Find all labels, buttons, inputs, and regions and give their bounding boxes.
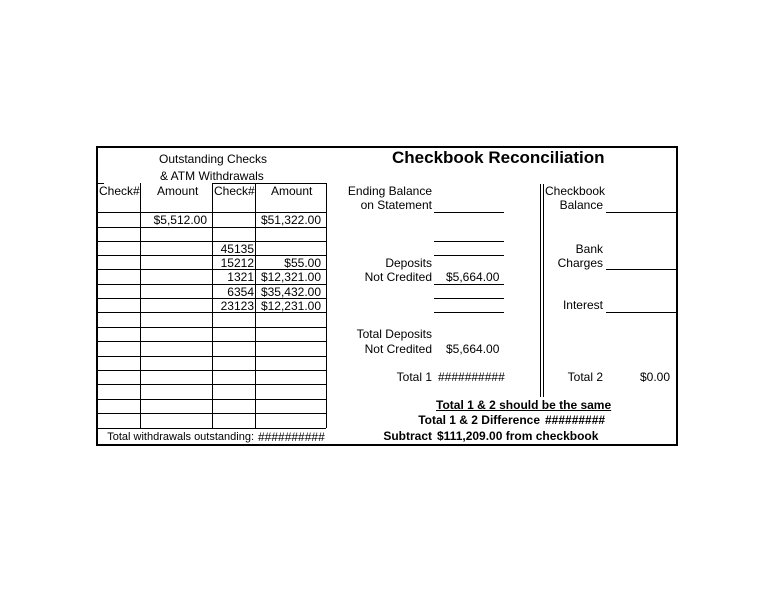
- right-amount-cell: $35,432.00: [260, 285, 321, 299]
- col-header-amount2: Amount: [271, 184, 313, 198]
- deposits-label-2: Not Credited: [364, 270, 432, 284]
- deposit-entry-line: [434, 298, 504, 299]
- column-divider: [543, 184, 544, 397]
- subtract-text: $111,209.00 from checkbook: [437, 429, 599, 443]
- outstanding-heading-line2: & ATM Withdrawals: [160, 169, 264, 183]
- total-withdrawals-label: Total withdrawals outstanding:: [107, 431, 254, 443]
- deposit-entry-line: [434, 284, 504, 285]
- checkbook-balance-label-2: Balance: [559, 198, 603, 212]
- checkbook-balance-label: Checkbook: [545, 184, 606, 198]
- right-check-cell: 23123: [220, 299, 254, 313]
- total-withdrawals-value: ##########: [258, 430, 325, 444]
- ending-balance-label-2: on Statement: [360, 198, 432, 212]
- deposit-entry-line: [434, 312, 504, 313]
- total-deposits-value: $5,664.00: [446, 342, 500, 356]
- difference-value: #########: [545, 413, 606, 427]
- col-header-check2: Check#: [214, 184, 255, 198]
- right-check-cell: 1321: [227, 270, 254, 284]
- deposit-entry-line: [434, 241, 504, 242]
- right-check-cell: 45135: [220, 242, 254, 256]
- total2-value: $0.00: [639, 370, 670, 384]
- ending-balance-label: Ending Balance: [347, 184, 432, 198]
- right-amount-cell: $12,231.00: [260, 299, 321, 313]
- deposits-value: $5,664.00: [446, 270, 500, 284]
- ending-balance-field: [434, 212, 504, 213]
- deposits-label: Deposits: [385, 256, 432, 270]
- total1-value: ##########: [438, 370, 505, 384]
- total-deposits-label-2: Not Credited: [364, 342, 432, 356]
- right-check-cell: 15212: [220, 256, 254, 270]
- col-header-amount1: Amount: [157, 184, 199, 198]
- left-amount-cell: $5,512.00: [153, 213, 207, 227]
- interest-field: [606, 312, 676, 313]
- outstanding-heading-line1: Outstanding Checks: [159, 152, 268, 166]
- total2-label: Total 2: [567, 370, 603, 384]
- same-note: Total 1 & 2 should be the same: [436, 398, 612, 412]
- bank-charges-field: [606, 269, 676, 270]
- right-amount-cell: $12,321.00: [260, 270, 321, 284]
- subtract-label: Subtract: [383, 429, 432, 443]
- total-deposits-label: Total Deposits: [356, 327, 432, 341]
- interest-label: Interest: [562, 298, 603, 312]
- right-check-cell: 6354: [227, 285, 254, 299]
- right-amount-cell: $51,322.00: [260, 213, 321, 227]
- total1-label: Total 1: [396, 370, 432, 384]
- bank-charges-label-2: Charges: [557, 256, 603, 270]
- bank-charges-label: Bank: [575, 242, 603, 256]
- col-header-check1: Check#: [99, 184, 140, 198]
- deposit-entry-line: [434, 255, 504, 256]
- checkbook-balance-field: [606, 212, 676, 213]
- page-title: Checkbook Reconciliation: [392, 148, 605, 167]
- right-amount-cell: $55.00: [284, 256, 321, 270]
- column-divider: [540, 184, 541, 397]
- difference-label: Total 1 & 2 Difference: [418, 413, 540, 427]
